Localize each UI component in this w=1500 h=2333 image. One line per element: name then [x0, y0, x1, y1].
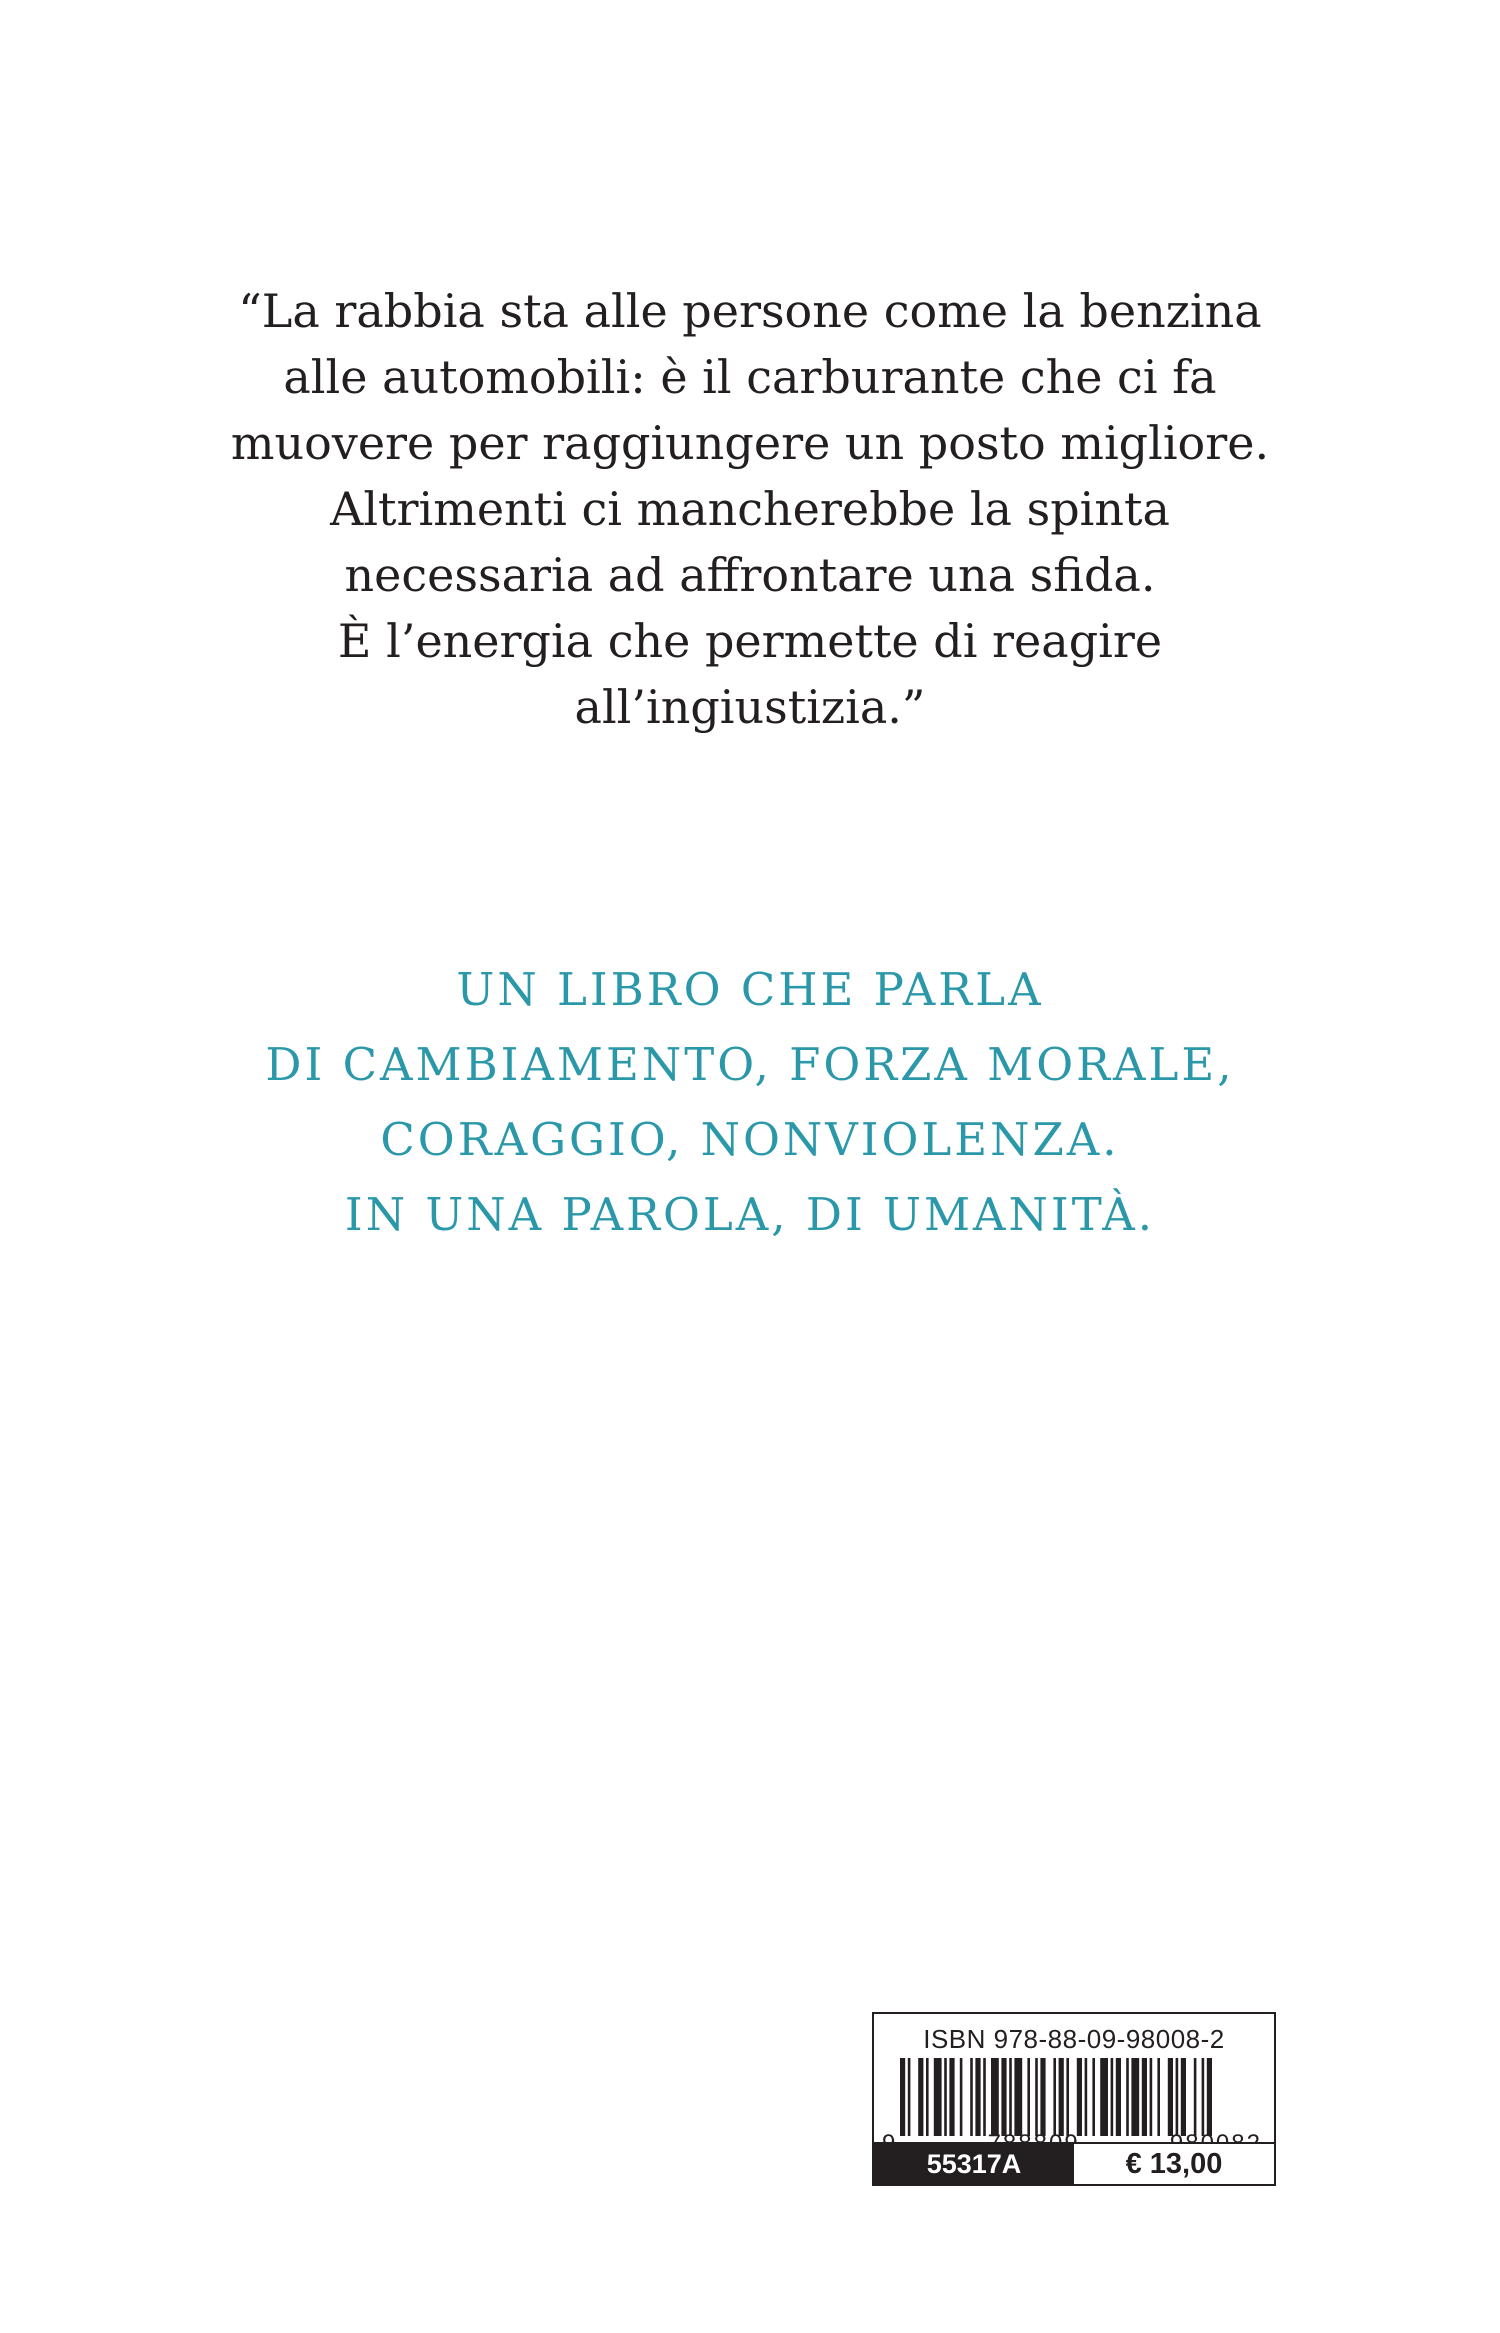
isbn-label: ISBN 978-88-09-98008-2 — [923, 2024, 1225, 2054]
barcode-bar — [1040, 2058, 1045, 2136]
barcode-bar — [1207, 2058, 1212, 2136]
barcode-bar — [1116, 2058, 1121, 2136]
barcode-bar — [1059, 2058, 1064, 2136]
barcode-bar — [1126, 2058, 1129, 2136]
barcode-bar — [1085, 2058, 1088, 2136]
quote-block — [0, 278, 1500, 740]
barcode-bar — [960, 2058, 963, 2136]
barcode-bar — [1009, 2058, 1012, 2136]
barcode-bar — [975, 2058, 980, 2136]
barcode-bar — [1035, 2058, 1038, 2136]
quote-line: alle automobili: è il carburante che ci fa — [283, 350, 1217, 404]
barcode-bar — [1100, 2058, 1108, 2136]
barcode-bar — [991, 2058, 999, 2136]
barcode-bar — [949, 2058, 954, 2136]
barcode-bar — [1001, 2058, 1006, 2136]
barcode-bar — [1168, 2058, 1173, 2136]
quote-line: all’ingiustizia.” — [574, 680, 926, 734]
tagline-line: IN UNA PAROLA, DI UMANITÀ. — [344, 1188, 1156, 1241]
barcode-bar — [1131, 2058, 1139, 2136]
product-code: 55317A — [874, 2144, 1074, 2184]
quote-line: muovere per raggiungere un posto migliore. — [230, 416, 1270, 470]
price-label: € 13,00 — [1074, 2144, 1274, 2184]
barcode-bar — [1014, 2058, 1022, 2136]
tagline-line: CORAGGIO, NONVIOLENZA. — [380, 1113, 1120, 1166]
barcode-bar — [1150, 2058, 1153, 2136]
barcode-footer — [874, 2142, 1274, 2184]
barcode-bar — [1053, 2058, 1056, 2136]
barcode-bar — [983, 2058, 986, 2136]
barcode-bar — [1092, 2058, 1095, 2136]
barcode-bar — [1181, 2058, 1186, 2136]
barcode-bar — [918, 2058, 923, 2136]
barcode-bar — [944, 2058, 947, 2136]
barcode-bar — [934, 2058, 942, 2136]
barcode-bar — [1176, 2058, 1179, 2136]
barcode-bar — [1077, 2058, 1082, 2136]
tagline-block — [0, 952, 1500, 1252]
barcode-bar — [1194, 2058, 1197, 2136]
barcode-bar — [1027, 2058, 1030, 2136]
barcode-box — [872, 2012, 1276, 2186]
tagline-line: DI CAMBIAMENTO, FORZA MORALE, — [265, 1038, 1235, 1091]
tagline-line: UN LIBRO CHE PARLA — [456, 963, 1044, 1016]
barcode-icon — [894, 2058, 1258, 2136]
quote-line: È l’energia che permette di reagire — [337, 614, 1163, 668]
barcode-bar — [1157, 2058, 1160, 2136]
barcode-bar — [908, 2058, 911, 2136]
barcode-bar — [1111, 2058, 1114, 2136]
quote-line: Altrimenti ci mancherebbe la spinta — [330, 482, 1170, 536]
barcode-bar — [1066, 2058, 1069, 2136]
quote-line: “La rabbia sta alle persone come la benzina — [238, 284, 1262, 338]
barcode-bar — [926, 2058, 929, 2136]
barcode-bar — [1142, 2058, 1147, 2136]
barcode-bar — [1202, 2058, 1205, 2136]
quote-line: necessaria ad affrontare una sfida. — [344, 548, 1156, 602]
barcode-bar — [970, 2058, 973, 2136]
barcode-bar — [900, 2058, 905, 2136]
